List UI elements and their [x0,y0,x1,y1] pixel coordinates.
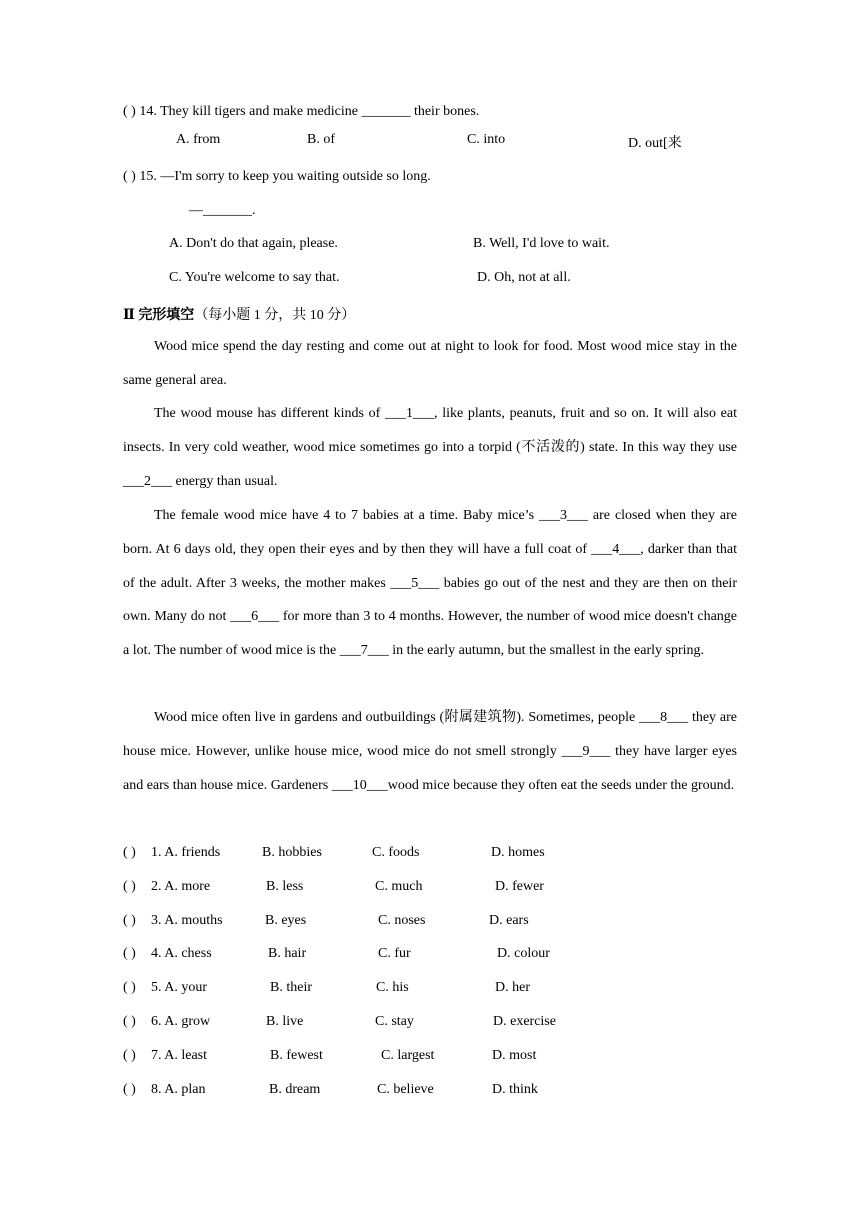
option-b: B. fewest [270,1047,323,1063]
option-d: D. out[来 [628,136,682,151]
answer-bracket: ( ) [123,946,136,962]
section-heading [123,304,355,324]
option-b: B. hair [268,946,307,962]
section-note: （每小题 1 分，共 10 分） [194,308,356,323]
answer-bracket: ( ) [123,1081,136,1097]
option-a: 2. A. more [151,878,211,894]
option-c: C. You're welcome to say that. [169,270,340,285]
answer-bracket: ( ) [123,878,136,894]
answer-bracket: ( ) [123,1047,136,1063]
option-d: D. Oh, not at all. [477,270,571,285]
option-b: B. eyes [265,912,307,928]
option-c: C. believe [377,1081,434,1097]
option-d: D. her [495,980,530,996]
answer-bracket: ( ) [123,1014,136,1029]
option-c: C. foods [372,845,420,860]
question-14 [123,104,479,120]
answer-bracket: ( ) [123,912,136,928]
response-blank: —_______. [189,203,256,218]
option-b: B. dream [269,1081,321,1097]
option-a: 6. A. grow [151,1014,211,1029]
option-d: D. most [492,1047,537,1063]
option-d: D. fewer [495,878,544,894]
option-c: C. much [375,878,423,894]
option-c: C. largest [381,1047,435,1063]
option-a: 4. A. chess [151,946,212,962]
option-a: A. Don't do that again, please. [169,236,338,251]
option-a: 3. A. mouths [151,912,223,928]
option-a: 5. A. your [151,980,207,996]
section-title: 完形填空 [138,308,195,323]
passage-paragraph-2: The wood mouse has different kinds of ___1___, like plants, peanuts, fruit and so on. It will also eat insects. In very cold weather, wood mice sometimes go into a torpid (不活泼的) state. In this way they use ___2___ energy than usual. [123,406,737,489]
option-c: C. fur [378,946,411,962]
answer-bracket: ( ) [123,980,136,996]
option-d: D. homes [491,845,545,860]
passage-paragraph-1: Wood mice spend the day resting and come out at night to look for food. Most wood mice stay in the same general area. [123,339,737,388]
option-a: A. from [176,132,221,147]
option-a: 7. A. least [151,1047,207,1063]
passage-paragraph-4: Wood mice often live in gardens and outbuildings (附属建筑物). Sometimes, people ___8___ they are house mice. However, unlike house mice, wood mice do not smell strongly ___9___ they have larger eyes and ears than house mice. Gardeners ___10___wood mice because they often eat the seeds under the ground. [123,710,737,793]
option-d: D. exercise [493,1014,556,1029]
option-c: C. his [376,980,409,996]
answer-bracket: ( ) [123,169,136,184]
option-c: C. noses [378,912,426,928]
option-a: 8. A. plan [151,1081,206,1097]
option-b: B. their [270,980,312,996]
option-c: C. stay [375,1014,414,1029]
option-b: B. of [307,132,335,147]
question-text: 14. They kill tigers and make medicine _______ their bones. [139,104,480,119]
section-number: Ⅱ [123,308,135,323]
option-a: 1. A. friends [151,845,221,860]
answer-bracket: ( ) [123,845,136,860]
option-b: B. Well, I'd love to wait. [473,236,610,251]
answer-bracket: ( ) [123,104,136,119]
option-d: D. colour [497,946,550,962]
passage-paragraph-3: The female wood mice have 4 to 7 babies at a time. Baby mice’s ___3___ are closed when they are born. At 6 days old, they open their eyes and by then they will have a full coat of ___4___, darker than that of the adult. After 3 weeks, the mother makes ___5___ babies go out of the nest and they are then on their own. Many do not ___6___ for more than 3 to 4 months. However, the number of wood mice doesn't change a lot. The number of wood mice is the ___7___ in the early autumn, but the smallest in the early spring. [123,508,737,659]
option-b: B. less [266,878,304,894]
option-d: D. ears [489,912,529,928]
question-15 [123,169,431,185]
option-c: C. into [467,132,506,147]
option-b: B. live [266,1014,304,1029]
question-text: 15. —I'm sorry to keep you waiting outside so long. [139,169,431,184]
option-b: B. hobbies [262,845,322,860]
option-d: D. think [492,1081,538,1097]
